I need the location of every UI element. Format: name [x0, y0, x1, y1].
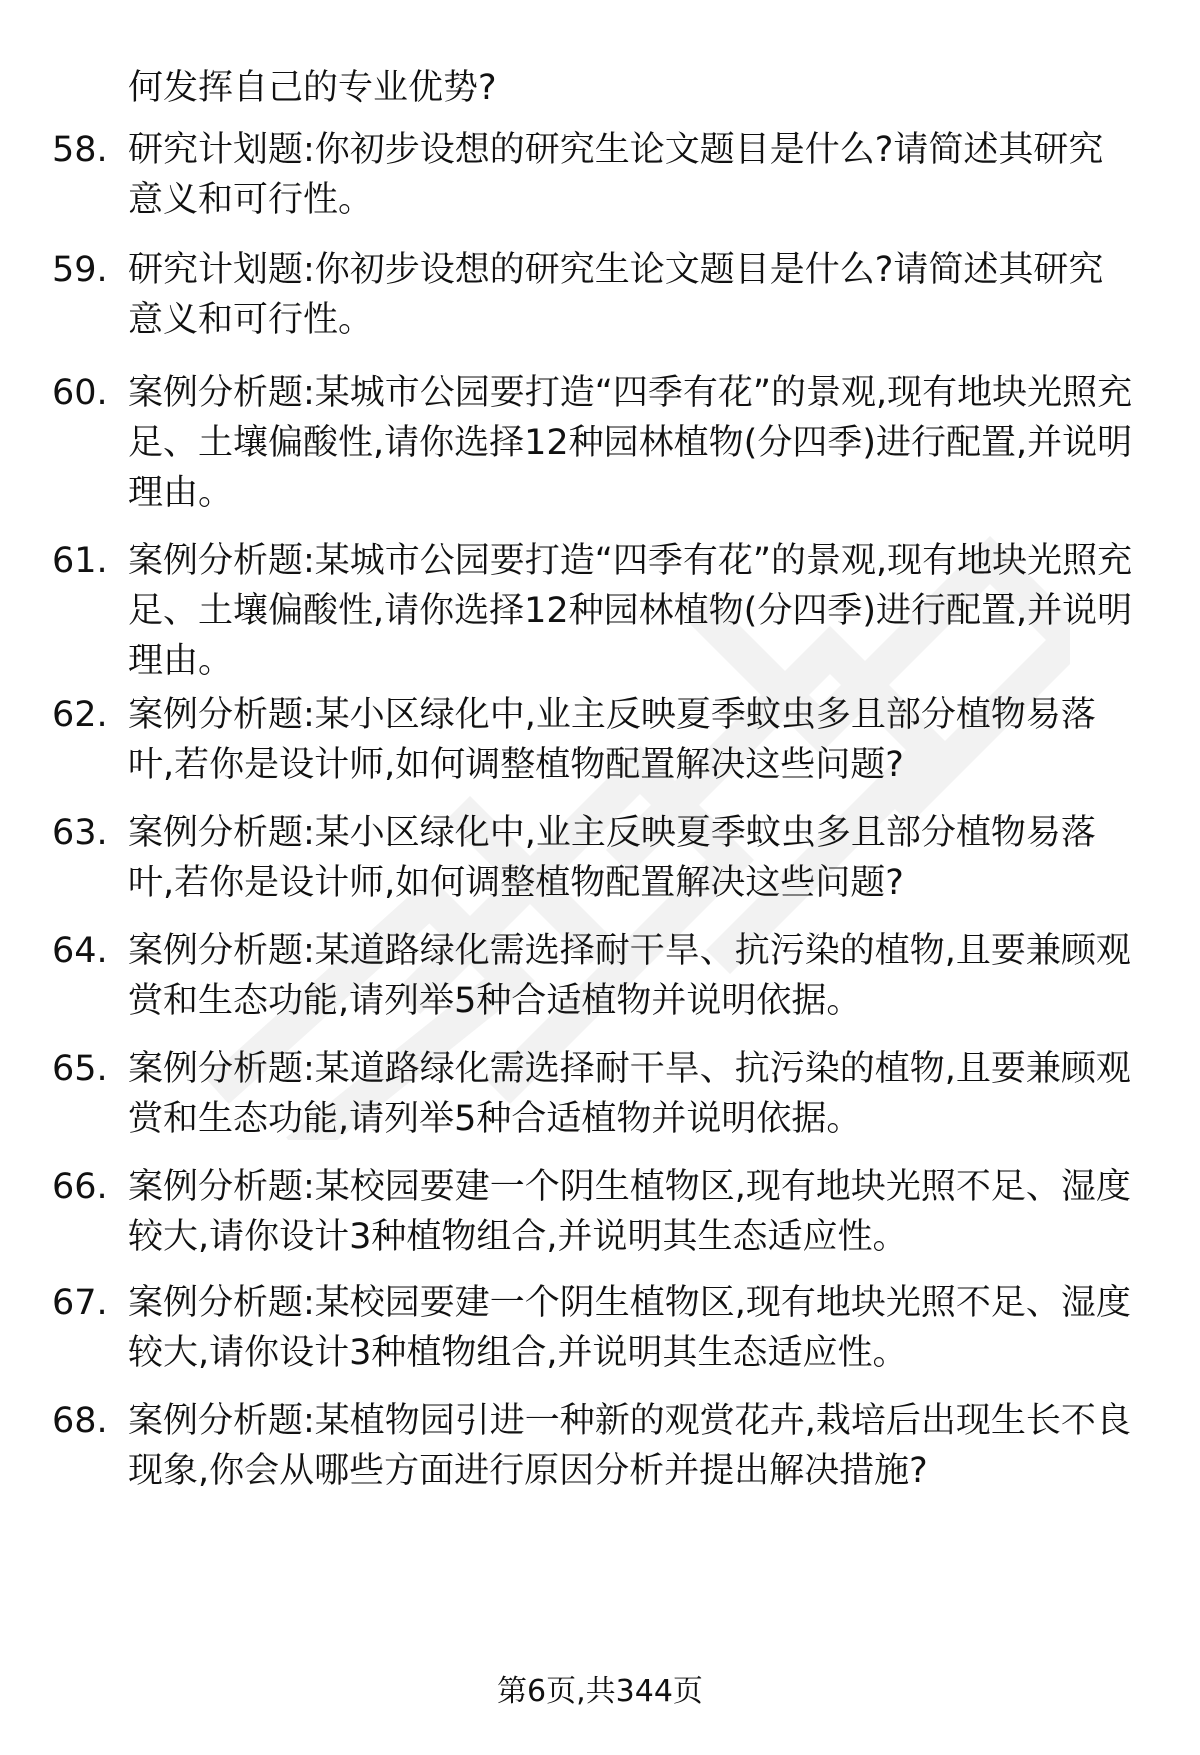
question-text: 案例分析题:某植物园引进一种新的观赏花卉,栽培后出现生长不良现象,你会从哪些方面进行原因分析并提出解决措施?: [128, 1401, 1131, 1491]
question-text: 案例分析题:某小区绿化中,业主反映夏季蚊虫多且部分植物易落叶,若你是设计师,如何调整植物配置解决这些问题?: [128, 695, 1096, 785]
question-text: 案例分析题:某校园要建一个阴生植物区,现有地块光照不足、湿度较大,请你设计3种植物组合,并说明其生态适应性。: [128, 1283, 1131, 1373]
question-number: 62.: [52, 695, 108, 735]
question-text: 案例分析题:某校园要建一个阴生植物区,现有地块光照不足、湿度较大,请你设计3种植物组合,并说明其生态适应性。: [128, 1167, 1131, 1257]
question-text: 研究计划题:你初步设想的研究生论文题目是什么?请简述其研究意义和可行性。: [128, 250, 1104, 340]
question-text: 案例分析题:某小区绿化中,业主反映夏季蚊虫多且部分植物易落叶,若你是设计师,如何调整植物配置解决这些问题?: [128, 813, 1096, 903]
question-number: 64.: [52, 931, 108, 971]
question-number: 63.: [52, 813, 108, 853]
continuation-text: 何发挥自己的专业优势?: [128, 68, 497, 108]
question-text: 案例分析题:某道路绿化需选择耐干旱、抗污染的植物,且要兼顾观赏和生态功能,请列举5种合适植物并说明依据。: [128, 931, 1131, 1021]
question-number: 61.: [52, 541, 108, 581]
question-number: 68.: [52, 1401, 108, 1441]
question-number: 65.: [52, 1049, 108, 1089]
question-number: 66.: [52, 1167, 108, 1207]
page-footer: 第6页,共344页: [497, 1674, 703, 1709]
question-number: 58.: [52, 130, 108, 170]
question-text: 案例分析题:某道路绿化需选择耐干旱、抗污染的植物,且要兼顾观赏和生态功能,请列举5种合适植物并说明依据。: [128, 1049, 1131, 1139]
question-text: 案例分析题:某城市公园要打造“四季有花”的景观,现有地块光照充足、土壤偏酸性,请你选择12种园林植物(分四季)进行配置,并说明理由。: [128, 373, 1133, 513]
question-number: 67.: [52, 1283, 108, 1323]
question-number: 60.: [52, 373, 108, 413]
question-number: 59.: [52, 250, 108, 290]
question-text: 研究计划题:你初步设想的研究生论文题目是什么?请简述其研究意义和可行性。: [128, 130, 1104, 220]
question-text: 案例分析题:某城市公园要打造“四季有花”的景观,现有地块光照充足、土壤偏酸性,请你选择12种园林植物(分四季)进行配置,并说明理由。: [128, 541, 1133, 681]
